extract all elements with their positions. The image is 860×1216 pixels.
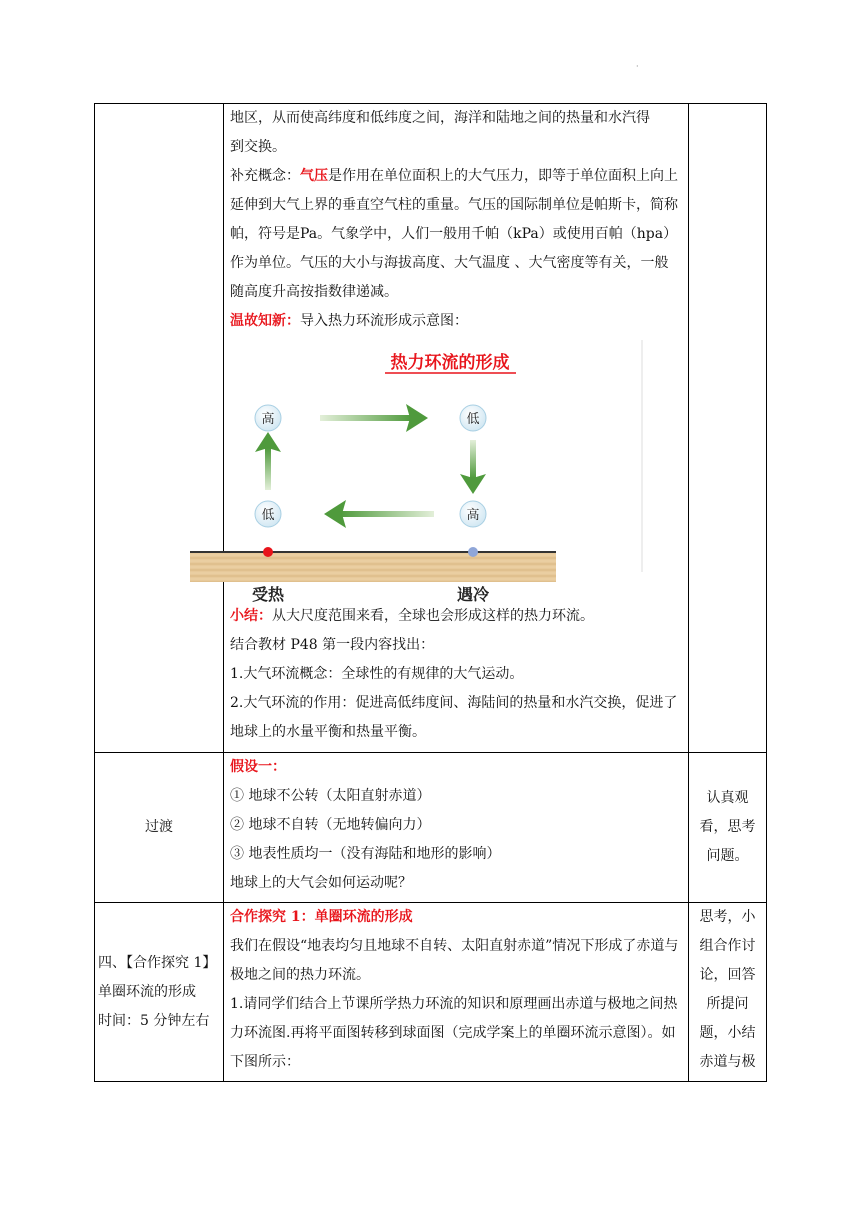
section-time: 时间：5 分钟左右 xyxy=(98,1012,210,1029)
svg-text:高: 高 xyxy=(261,412,275,427)
supplement-paragraph xyxy=(230,162,682,307)
summary-line xyxy=(230,602,682,631)
node-bottom-right xyxy=(460,501,486,527)
node-top-right xyxy=(460,405,486,431)
arrow-left-icon xyxy=(324,500,434,528)
review-line xyxy=(230,307,682,336)
text-line: 到交换。 xyxy=(230,139,286,155)
transition-label: 过渡 xyxy=(95,753,224,903)
arrow-right-icon xyxy=(320,404,428,432)
header-mark: · xyxy=(636,62,639,71)
row2-student-activity: 认真观看，思考问题。 xyxy=(689,753,767,903)
row3-left-cell xyxy=(95,903,224,1082)
node-bottom-left xyxy=(255,501,281,527)
inquiry-paragraph-2: 1.请同学们结合上节课所学热力环流的知识和原理画出赤道与极地之间热力环流图.再将平面图转移到球面图（完成学案上的单圈环流示意图）。如下图所示： xyxy=(230,996,678,1070)
textbook-line: 结合教材 P48 第一段内容找出： xyxy=(230,637,435,653)
heated-label: 受热 xyxy=(251,585,285,604)
point-2: 2.大气环流的作用：促进高低纬度间、海陆间的热量和水汽交换，促进了地球上的水量平衡和热量平衡。 xyxy=(230,695,678,740)
table-row xyxy=(95,903,767,1082)
summary-text: 从大尺度范围来看，全球也会形成这样的热力环流。 xyxy=(272,608,594,624)
summary-label: 小结： xyxy=(230,608,272,624)
hypothesis-item: ② 地球不自转（无地转偏向力） xyxy=(230,817,431,833)
hypothesis-item: ① 地球不公转（太阳直射赤道） xyxy=(230,788,431,804)
hypothesis-title: 假设一： xyxy=(230,759,286,775)
heated-point xyxy=(263,547,273,557)
hypothesis-question: 地球上的大气会如何运动呢？ xyxy=(230,875,412,891)
supplement-text: 是作用在单位面积上的大气压力，即等于单位面积上向上延伸到大气上界的垂直空气柱的重量。气压的国际制单位是帕斯卡，简称帕，符号是Pa。气象学中，人们一般用千帕（kPa）或使用百帕（hpa）作为单位。气压的大小与海拔高度、大气温度 、大气密度等有关，一般随高度升高按指数律递减。 xyxy=(230,168,678,300)
inquiry-title: 合作探究 1：单圈环流的形成 xyxy=(230,909,413,925)
arrow-down-icon xyxy=(460,440,486,494)
table-row xyxy=(95,753,767,903)
svg-text:高: 高 xyxy=(466,508,480,523)
row2-content-cell xyxy=(224,753,689,903)
row1-right-cell xyxy=(689,104,767,753)
row1-content-cell xyxy=(224,104,689,753)
inquiry-paragraph-1: 我们在假设“地表均匀且地球不自转、太阳直射赤道”情况下形成了赤道与极地之间的热力环流。 xyxy=(230,938,679,983)
lesson-table xyxy=(94,103,767,1082)
row3-content-cell xyxy=(224,903,689,1082)
thermal-circulation-diagram xyxy=(251,340,648,604)
point-1: 1.大气环流概念：全球性的有规律的大气运动。 xyxy=(230,666,524,682)
row1-left-cell xyxy=(95,104,224,753)
svg-text:低: 低 xyxy=(466,412,480,427)
diagram-title: 热力环流的形成 xyxy=(390,353,510,373)
cooled-point xyxy=(468,547,478,557)
hypothesis-item: ③ 地表性质均一（没有海陆和地形的影响） xyxy=(230,846,501,862)
table-row xyxy=(95,104,767,753)
section-label: 四、【合作探究 1】 xyxy=(98,954,217,971)
supplement-prefix: 补充概念： xyxy=(230,168,300,184)
section-topic: 单圈环流的形成 xyxy=(98,983,196,1000)
ground-strip xyxy=(190,552,556,582)
cooled-label: 遇冷 xyxy=(456,585,490,604)
node-top-left xyxy=(255,405,281,431)
pressure-term: 气压 xyxy=(300,168,328,184)
svg-text:低: 低 xyxy=(261,508,275,523)
review-label: 温故知新： xyxy=(230,313,300,329)
arrow-up-icon xyxy=(255,432,281,490)
review-text: 导入热力环流形成示意图： xyxy=(300,313,468,329)
row3-student-activity: 思考，小组合作讨论，回答所提问题，小结赤道与极 xyxy=(689,903,767,1082)
text-line: 地区，从而使高纬度和低纬度之间，海洋和陆地之间的热量和水汽得 xyxy=(230,110,650,126)
